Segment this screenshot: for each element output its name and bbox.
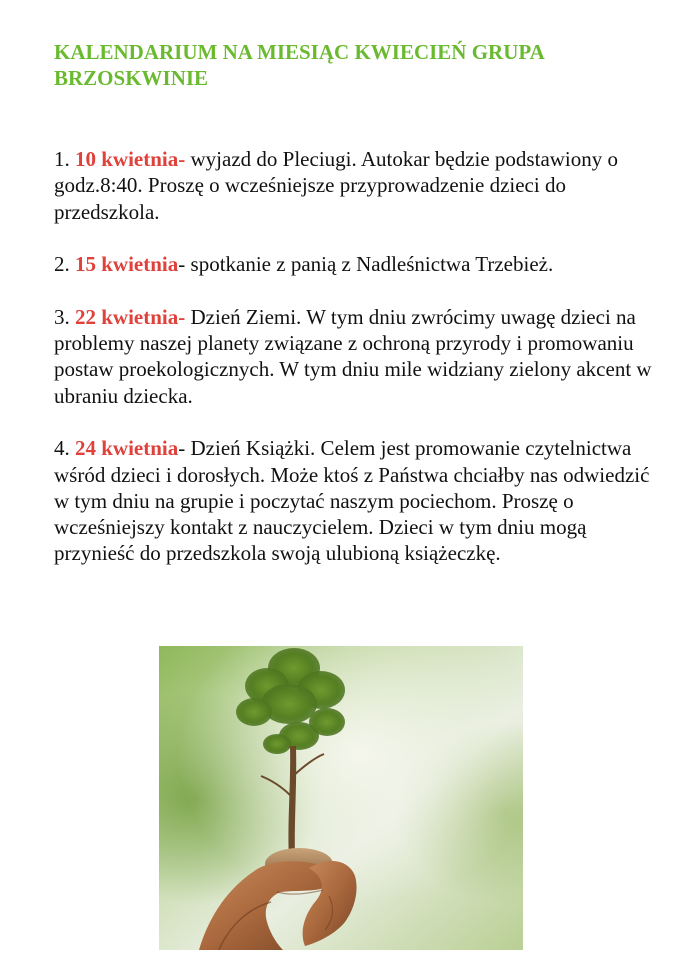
event-date: 22 kwietnia [75,304,179,329]
event-number: 3. [54,304,75,329]
event-number: 1. [54,147,75,171]
event-number: 4. [54,436,75,461]
event-list [54,146,654,593]
event-item [54,435,654,566]
event-item [54,146,654,225]
event-item [54,304,654,409]
event-text: Dzień Książki. Celem jest promowanie czytelnictwa wśród dzieci i dorosłych. Może ktoś z Państwa chciałby nas odwiedzić w tym dniu na grupie i poczytać naszym pociechom. Proszę o wcześniejszy kontakt z nauczycielem. Dzieci w tym dniu mogą przynieść do przedszkola swoją ulubioną książeczkę. [54,436,650,566]
event-text: wyjazd do Pleciugi. Autokar będzie podstawiony o godz.8:40. Proszę o wcześniejsze przyprowadzenie dzieci do przedszkola. [54,147,619,224]
sapling-illustration [159,646,523,950]
page-title: KALENDARIUM NA MIESIĄC KWIECIEŃ GRUPA BRZOSKWINIE [54,40,544,90]
event-text: Dzień Ziemi. W tym dniu zwrócimy uwagę dzieci na problemy naszej planety związane z ochroną przyrody i promowaniu postaw proekologicznych. W tym dniu mile widziany zielony akcent w ubraniu dziecka. [54,304,652,408]
event-date: 15 kwietnia [75,252,179,277]
hands-holding-sapling-photo [159,646,523,950]
event-text: spotkanie z panią z Nadleśnictwa Trzebież. [185,252,554,277]
event-dash: - [178,436,186,461]
event-date: 24 kwietnia [75,436,179,461]
event-number: 2. [54,252,75,277]
event-dash: - [178,147,186,171]
event-item [54,251,654,277]
event-date: 10 kwietnia [75,147,179,171]
event-dash: - [178,304,186,329]
event-dash: - [178,252,186,277]
